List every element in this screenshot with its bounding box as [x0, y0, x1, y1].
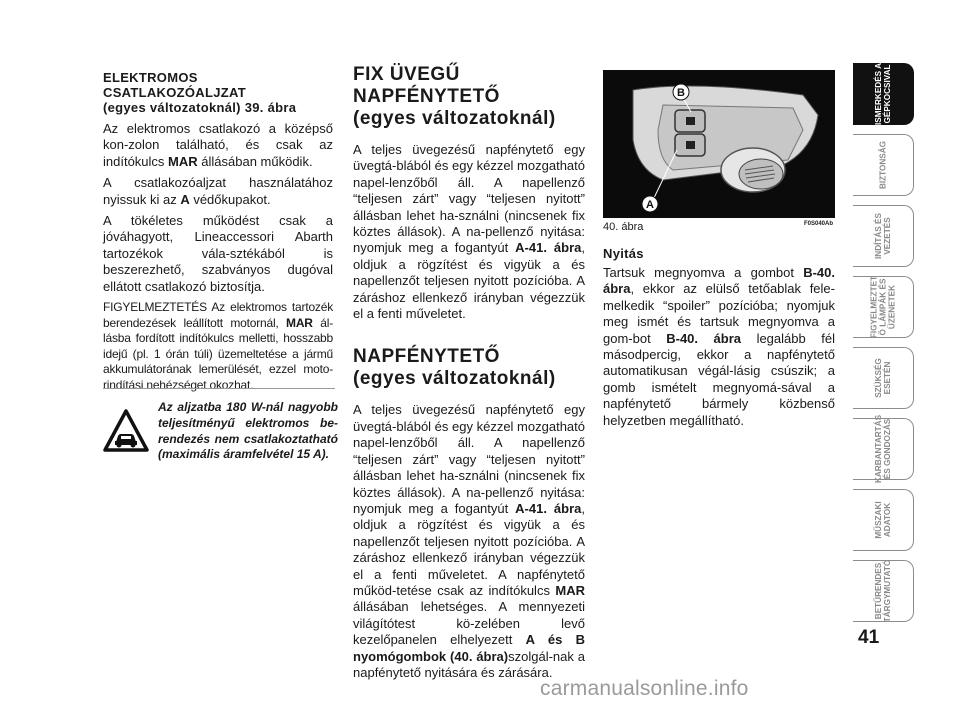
overhead-console-illustration	[603, 70, 835, 218]
text: A teljes üvegezésű napfénytető egy üvegtá-blából és egy kézzel mozgatható napel-lenzőből áll. A napellenző “teljesen zárt” vagy “teljesen nyitott” állásban lehet ha-sználni (nincsenek fix köztes állások). A na-pellenző nyitása: nyomjuk meg a fogantyút	[353, 402, 585, 516]
text: , ekkor az elülső tetőablak fele-melkedik “spoiler” pozícióba; nyomjuk meg ismét és tartsuk megnyomva a gom-bot	[603, 281, 835, 346]
text: , oldjuk a rögzítést és vigyük a és napellenzőt teljesen nyitott pozícióba. A záráshoz ellenkező irányban végezzük el a fenti műveletet. A napfénytető működ-tetése csak az indítókulcs	[353, 500, 585, 598]
socket-paragraph-3: A tökéletes működést csak a jóváhagyott, Lineaccessori Abarth tartozékok vála-sztékából is beszerezhető, szabványos dugóval ellátott csatlakozó biztosítja.	[103, 213, 333, 294]
sunroof-paragraph	[353, 402, 585, 681]
tab-label: ISMERKEDÉS A GÉPKOCSIVAL	[874, 62, 892, 126]
text: FIGYELMEZTETÉS Az elektromos tartozék berendezések leállított motornál,	[103, 300, 333, 330]
tab-label: BIZTONSÁG	[878, 140, 888, 190]
chapter-tabs	[853, 63, 919, 631]
column-socket	[103, 70, 333, 398]
label-a: A	[646, 199, 654, 211]
tab-technical-data[interactable]	[853, 489, 914, 551]
text: ál-lásba fordított indítókulcs melletti, hosszabb idejű (pl. 1 órán túli) üzemeltetése a jármű akkumulátorának lemerülését, ezzel moto-rindítási nehézséget okozhat.	[103, 315, 334, 392]
opening-heading: Nyitás	[603, 246, 644, 261]
tab-label: INDÍTÁS ÉS VEZETÉS	[874, 213, 892, 259]
tab-starting-driving[interactable]	[853, 205, 914, 267]
text: állásában működik.	[197, 153, 313, 169]
socket-heading: ELEKTROMOS CSATLAKOZÓALJZAT (egyes változatoknál) 39. ábra	[103, 70, 297, 115]
figure-number: 40. ábra	[603, 221, 644, 233]
key-position: MAR	[555, 582, 585, 598]
tab-warning-lights[interactable]	[853, 276, 914, 338]
tab-label: SZÜKSÉG ESETÉN	[874, 358, 892, 398]
watermark: carmanualsonline.info	[540, 677, 749, 700]
key-position: MAR	[286, 315, 313, 330]
warning-text: Az aljzatba 180 W-nál nagyobb teljesítményű elektromos be-rendezés nem csatlakoztatható (maximális áramfelvétel 15 A).	[158, 400, 338, 462]
warning-box	[103, 400, 338, 480]
tab-label: FIGYELMEZTET Ö LÁMPÁK ÉS ÜZENETEK	[869, 275, 897, 339]
figure-caption	[603, 221, 835, 233]
page-number: 41	[858, 627, 880, 648]
tab-label: MŰSZAKI ADATOK	[874, 501, 892, 539]
tab-maintenance[interactable]	[853, 414, 914, 484]
figure-ref: A-41. ábra	[515, 240, 582, 256]
figure-ref: B-40. ábra	[666, 330, 742, 346]
text: Tartsuk megnyomva a gombot	[603, 265, 804, 280]
text: Az elektromos csatlakozó a középső kon-zolon található, és csak az indítókulcs	[103, 121, 333, 169]
fixed-sunroof-title: FIX ÜVEGŰ NAPFÉNYTETŐ (egyes változatoknál)	[353, 64, 556, 129]
socket-warning-paragraph	[103, 300, 333, 393]
fixed-sunroof-paragraph	[353, 142, 585, 322]
tab-getting-to-know[interactable]	[853, 63, 914, 125]
text: A teljes üvegezésű napfénytető egy üvegtá-blából és egy kézzel mozgatható napel-lenzőből áll. A napellenző “teljesen zárt” vagy “teljesen nyitott” állásban lehet ha-sználni (nincsenek fix köztes állások). A na-pellenző nyitása: nyomjuk meg a fogantyút	[353, 142, 585, 256]
figure-code: F0S040Ab	[803, 221, 833, 227]
opening-paragraph	[603, 265, 835, 429]
text: legalább fél másodpercig, ekkor a napfénytető automatikusan végál-lásig csúszik; a gomb ismételt megnyomá-sával a napfénytető bármely közbenső helyzetben megállítható.	[603, 330, 835, 428]
sunroof-title: NAPFÉNYTETŐ (egyes változatoknál)	[353, 346, 556, 390]
cap-label: A	[180, 191, 190, 207]
text: szolgál-nak a napfénytető nyitására és zárására.	[353, 648, 585, 680]
figure-ref: B-40. ábra	[603, 265, 835, 297]
tab-safety[interactable]	[853, 134, 914, 196]
car-warning-icon	[103, 408, 149, 454]
divider	[103, 388, 335, 389]
column-sunroof	[353, 64, 585, 686]
tab-label: KARBANTARTÁS ÉS GONDOZÁS	[874, 414, 892, 484]
figure-40	[603, 70, 835, 218]
tab-label: BETŰRENDES TÁRGYMUTATÓ	[874, 559, 892, 623]
text: állásában lehetséges. A mennyezeti világítótest kö-zelében levő kezelőpanelen elhelyezett	[353, 599, 585, 648]
label-b: B	[677, 87, 685, 99]
text: védőkupakot.	[189, 191, 271, 207]
figure-ref: A-41. ábra	[515, 500, 582, 516]
text: , oldjuk a rögzítést és vigyük a és napellenzőt teljesen nyitott pozícióba. A záráshoz ellenkező irányban végezzük el a fenti műveletet.	[353, 240, 585, 322]
tab-index[interactable]	[853, 560, 914, 622]
text: A csatlakozóaljzat használatához nyissuk ki az	[103, 175, 333, 207]
socket-paragraph-2	[103, 175, 333, 208]
column-opening	[603, 246, 835, 434]
button-ref: A és B nyomógombok (40. ábra)	[353, 632, 585, 664]
tab-emergency[interactable]	[853, 347, 914, 409]
key-position: MAR	[168, 153, 198, 169]
socket-paragraph-1	[103, 121, 333, 170]
